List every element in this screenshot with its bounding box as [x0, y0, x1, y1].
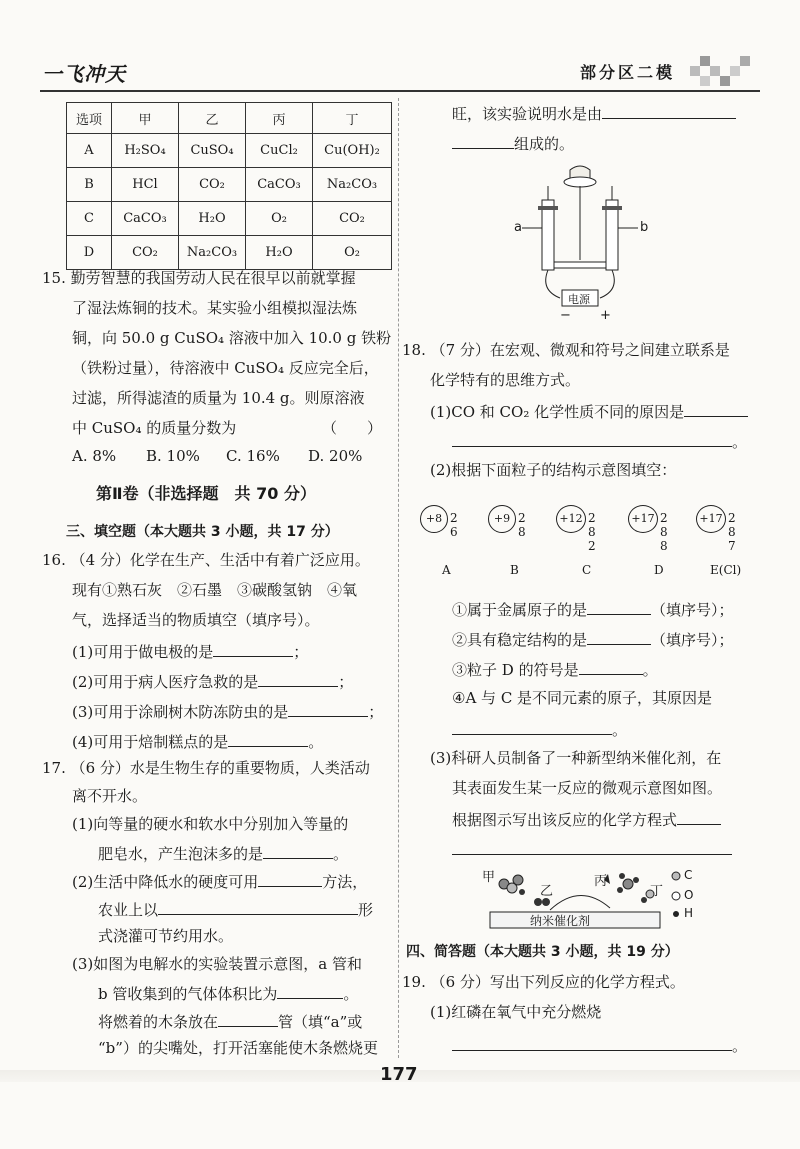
q18-line: 18. （7 分）在宏观、微观和符号之间建立联系是	[402, 341, 730, 359]
q18-p3: 根据图示写出该反应的化学方程式	[452, 811, 678, 829]
q15-line: （铁粉过量），待溶液中 CuSO₄ 反应完全后，	[72, 359, 379, 377]
q17-blank-4[interactable]	[277, 982, 343, 999]
q18-fill-text: ④A 与 C 是不同元素的原子，其原因是	[452, 689, 713, 707]
q17-blank-3[interactable]	[158, 898, 358, 915]
table-cell: CO₂	[179, 168, 246, 202]
q15-line: 铜，向 50.0 g CuSO₄ 溶液中加入 10.0 g 铁粉	[72, 329, 392, 347]
legend-h: H	[684, 906, 694, 920]
tube-a-label: a	[514, 220, 522, 235]
q17-p3-text: 管（填“a”或	[278, 1013, 363, 1031]
nucleus: +17	[628, 505, 658, 533]
table-cell: D	[67, 236, 112, 270]
table-cell: C	[67, 202, 112, 236]
q17-line: 离不开水。	[72, 787, 148, 805]
q15-option-c[interactable]: C. 16%	[226, 447, 280, 465]
table-header: 丙	[246, 103, 313, 134]
q17-blank-1[interactable]	[263, 842, 333, 859]
q17-p3-text: “b”）的尖嘴处，打开活塞能使木条燃烧更	[98, 1039, 378, 1057]
table-cell: H₂O	[179, 202, 246, 236]
q18-p3: 其表面发生某一反应的微观示意图如图。	[452, 779, 723, 797]
q17-p2-text: (2)生活中降低水的硬度可用	[72, 873, 259, 891]
q17-blank-2[interactable]	[258, 870, 322, 887]
q17-line: 17. （6 分）水是生物生存的重要物质，人类活动	[42, 759, 370, 777]
table-header: 丁	[313, 103, 392, 134]
q19-blank-1[interactable]	[452, 1034, 732, 1051]
q16-end: ；	[338, 673, 354, 691]
q15-option-b[interactable]: B. 10%	[146, 447, 200, 465]
atom-label: B	[510, 563, 519, 577]
minus-label: −	[560, 308, 571, 323]
sec4-title: 四、简答题（本大题共 3 小题，共 19 分）	[406, 944, 679, 960]
shells: 2 8 2	[588, 511, 596, 553]
q16-line: 气，选择适当的物质填空（填序号）。	[72, 611, 320, 629]
q16-line: 16. （4 分）化学在生产、生活中有着广泛应用。	[42, 551, 370, 569]
q16-end: ；	[293, 643, 309, 661]
atom-label: E(Cl)	[710, 563, 742, 577]
table-row	[67, 236, 392, 270]
atom-label: A	[442, 563, 451, 577]
q16-item-3: (3)可用于涂刷树木防冻防虫的是	[72, 703, 289, 721]
table-cell: CO₂	[313, 202, 392, 236]
shells: 2 8 7	[728, 511, 736, 553]
label-ding: 丁	[650, 884, 664, 899]
q15-answer-paren[interactable]: （ ）	[322, 419, 383, 437]
catalyst-label: 纳米催化剂	[530, 914, 591, 928]
atom-label: D	[654, 563, 664, 577]
q18-blank-1b[interactable]	[452, 430, 732, 447]
q19-line: 19. （6 分）写出下列反应的化学方程式。	[402, 973, 685, 991]
q17-p2-text: 形	[358, 901, 374, 919]
table-row	[67, 168, 392, 202]
q17-p2-text: 方法，	[322, 873, 368, 891]
q15-option-a[interactable]: A. 8%	[72, 447, 117, 465]
q17-end: 。	[343, 985, 359, 1003]
q18-fill-text: （填序号）；	[651, 631, 734, 649]
nucleus: +17	[696, 505, 726, 533]
water-composition-blank-2[interactable]	[452, 132, 514, 149]
label-yi: 乙	[540, 884, 554, 899]
sec3-title: 三、填空题（本大题共 3 小题，共 17 分）	[66, 524, 339, 540]
q18-fill-blank-2[interactable]	[587, 628, 651, 645]
nucleus: +12	[556, 505, 586, 533]
label-bing: 丙	[594, 874, 608, 889]
legend-c: C	[684, 868, 693, 882]
q18-fill-blank-3[interactable]	[579, 658, 643, 675]
page-number: 177	[380, 1064, 418, 1085]
q18-p2: (2)根据下面粒子的结构示意图填空：	[430, 461, 677, 479]
power-supply-label: 电源	[568, 293, 590, 306]
q15-line: 15. 勤劳智慧的我国劳动人民在很早以前就掌握	[42, 269, 356, 287]
q16-blank-4[interactable]	[228, 730, 308, 747]
table-cell: H₂SO₄	[112, 134, 179, 168]
q17-p3: (3)如图为电解水的实验装置示意图，a 管和	[72, 955, 362, 973]
table-cell: HCl	[112, 168, 179, 202]
table-cell: H₂O	[246, 236, 313, 270]
atom-diagrams	[420, 505, 760, 585]
cont-text: 旺，该实验说明水是由	[452, 105, 603, 123]
q18-equation-blank[interactable]	[677, 808, 721, 825]
tube-b-label: b	[640, 220, 649, 235]
q15-line: 了湿法炼铜的技术。某实验小组模拟湿法炼	[72, 299, 358, 317]
table-header: 选项	[67, 103, 112, 134]
q16-blank-2[interactable]	[258, 670, 338, 687]
table-cell: O₂	[246, 202, 313, 236]
q16-blank-1[interactable]	[213, 640, 293, 657]
q16-item-4: (4)可用于焙制糕点的是	[72, 733, 229, 751]
q18-fill-text: ①属于金属原子的是	[452, 601, 588, 619]
q17-p3-text: 将燃着的木条放在	[98, 1013, 219, 1031]
table-header-row	[67, 103, 392, 134]
q18-fill-text: （填序号）；	[651, 601, 734, 619]
part2-title: 第Ⅱ卷（非选择题 共 70 分）	[96, 484, 316, 503]
q17-p1-text: 肥皂水，产生泡沫多的是	[98, 845, 264, 863]
table-cell: CO₂	[112, 236, 179, 270]
q16-end: ；	[368, 703, 384, 721]
q17-p2-text: 式浇灌可节约用水。	[98, 927, 234, 945]
water-composition-blank[interactable]	[602, 102, 736, 119]
table-row	[67, 202, 392, 236]
table-cell: CaCO₃	[246, 168, 313, 202]
table-cell: Na₂CO₃	[179, 236, 246, 270]
options-table	[66, 102, 392, 270]
column-divider	[398, 98, 399, 1058]
q18-line: 化学特有的思维方式。	[430, 371, 581, 389]
header-rule	[40, 90, 760, 92]
nucleus: +9	[488, 505, 516, 533]
q18-fill-text: ③粒子 D 的符号是	[452, 661, 579, 679]
q17-blank-5[interactable]	[218, 1010, 278, 1027]
q16-blank-3[interactable]	[288, 700, 368, 717]
brand-logo: 一飞冲天	[42, 62, 126, 86]
shells: 2 6	[450, 511, 458, 539]
legend-o: O	[684, 888, 694, 902]
q18-equation-blank-2[interactable]	[452, 838, 732, 855]
q15-line: 过滤，所得滤渣的质量为 10.4 g。则原溶液	[72, 389, 365, 407]
q18-fill-blank-1[interactable]	[587, 598, 651, 615]
q18-p3: (3)科研人员制备了一种新型纳米催化剂，在	[430, 749, 722, 767]
q18-blank-1[interactable]	[684, 400, 748, 417]
shells: 2 8	[518, 511, 526, 539]
q17-p1: (1)向等量的硬水和软水中分别加入等量的	[72, 815, 349, 833]
table-cell: Cu(OH)₂	[313, 134, 392, 168]
table-row	[67, 134, 392, 168]
table-cell: CuSO₄	[179, 134, 246, 168]
q18-fill-text: 。	[642, 661, 658, 679]
q18-p1: (1)CO 和 CO₂ 化学性质不同的原因是	[430, 403, 685, 421]
q18-fill-text: ②具有稳定结构的是	[452, 631, 588, 649]
q16-end: 。	[308, 733, 324, 751]
q17-end: 。	[333, 845, 349, 863]
table-header: 甲	[112, 103, 179, 134]
q18-fill-blank-4[interactable]	[452, 718, 612, 735]
checker-decoration	[690, 56, 750, 86]
q15-option-d[interactable]: D. 20%	[308, 447, 363, 465]
table-cell: Na₂CO₃	[313, 168, 392, 202]
q17-p3-text: b 管收集到的气体体积比为	[98, 985, 278, 1003]
table-cell: A	[67, 134, 112, 168]
q16-item-1: (1)可用于做电极的是	[72, 643, 214, 661]
table-cell: B	[67, 168, 112, 202]
q16-item-2: (2)可用于病人医疗急救的是	[72, 673, 259, 691]
q19-p1: (1)红磷在氧气中充分燃烧	[430, 1003, 602, 1021]
table-header: 乙	[179, 103, 246, 134]
table-cell: O₂	[313, 236, 392, 270]
cont-text: 组成的。	[514, 135, 575, 153]
table-cell: CuCl₂	[246, 134, 313, 168]
label-jia: 甲	[482, 870, 496, 885]
q15-line: 中 CuSO₄ 的质量分数为	[72, 419, 237, 437]
q16-line: 现有①熟石灰 ②石墨 ③碳酸氢钠 ④氧	[72, 581, 358, 599]
atom-label: C	[582, 563, 592, 577]
plus-label: +	[600, 308, 611, 323]
shells: 2 8 8	[660, 511, 668, 553]
q17-p2-text: 农业上以	[98, 901, 159, 919]
section-title: 部分区二模	[580, 63, 676, 82]
nucleus: +8	[420, 505, 448, 533]
table-cell: CaCO₃	[112, 202, 179, 236]
